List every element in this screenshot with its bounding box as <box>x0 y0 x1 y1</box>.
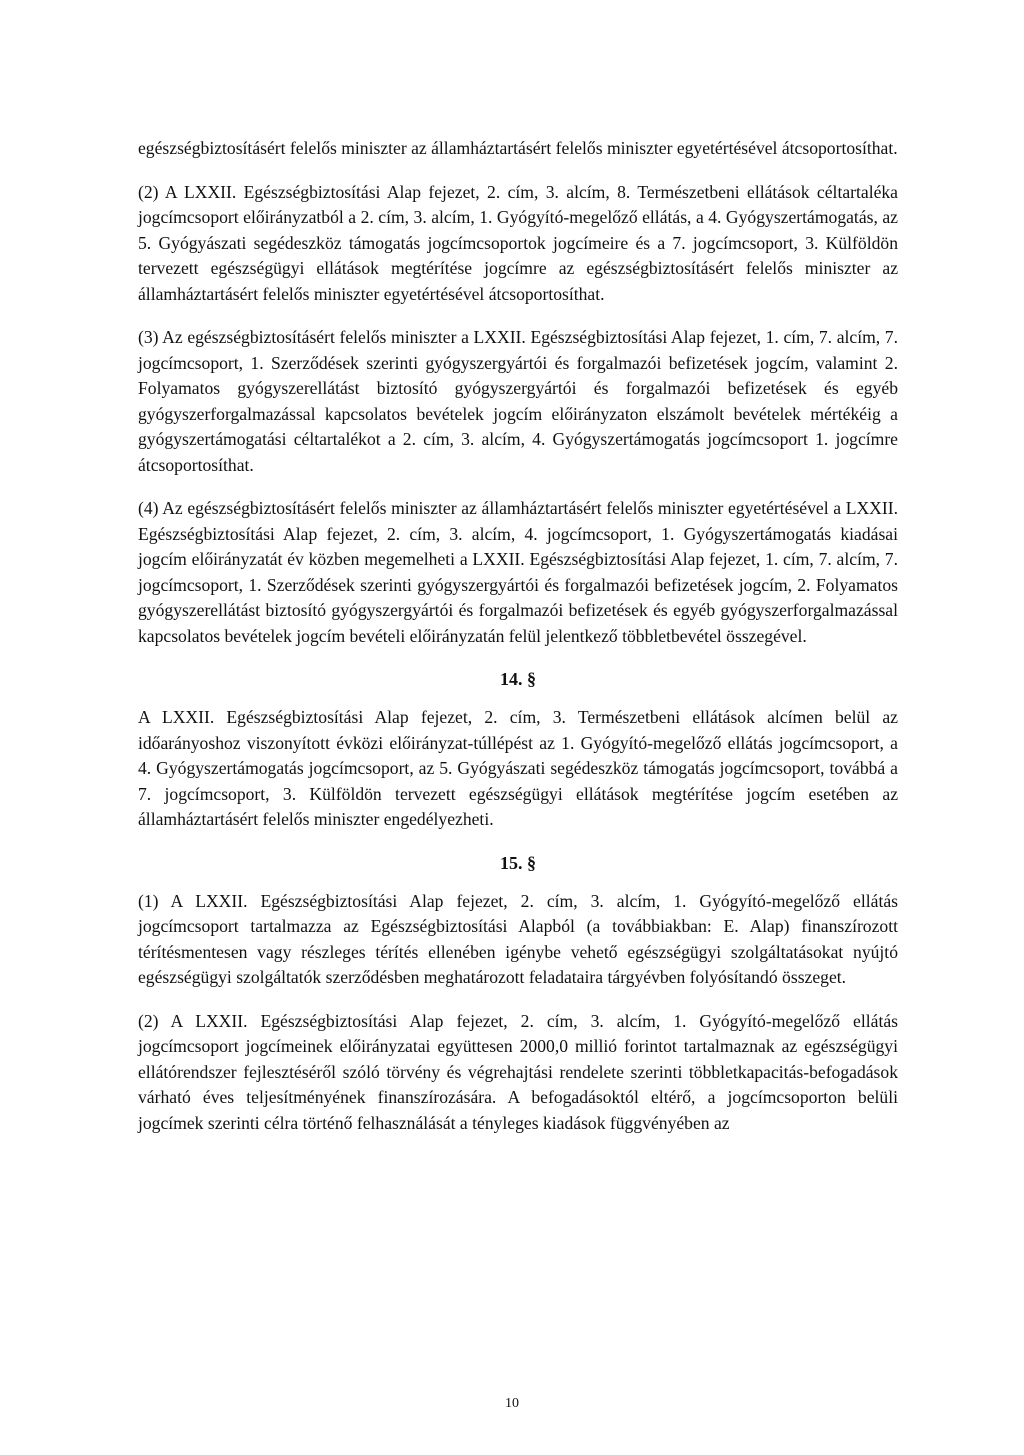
paragraph: (2) A LXXII. Egészségbiztosítási Alap fejezet, 2. cím, 3. alcím, 1. Gyógyító-megelőző ellátás jogcímcsoport jogcímeinek előirányzatai együttesen 2000,0 millió forintot tartalmaznak az egészségügyi ellátórendszer fejlesztéséről szóló törvény és végrehajtási rendelete szerinti többletkapacitás-befogadások várható éves teljesítményének finanszírozására. A befogadásoktól eltérő, a jogcímcsoporton belüli jogcímek szerinti célra történő felhasználását a tényleges kiadások függvényében az <box>138 1010 898 1133</box>
page-number: 10 <box>505 1396 519 1411</box>
paragraph: (3) Az egészségbiztosításért felelős miniszter a LXXII. Egészségbiztosítási Alap fejezet, 1. cím, 7. alcím, 7. jogcímcsoport, 1. Szerződések szerinti gyógyszergyártói és forgalmazói befizetések jogcím, valamint 2. Folyamatos gyógyszerellátást biztosító gyógyszergyártói és forgalmazói befizetések és egyéb gyógyszerforgalmazással kapcsolatos bevételek jogcím előirányzaton elszámolt bevételek mértékéig a gyógyszertámogatási céltartalékot a 2. cím, 3. alcím, 4. Gyógyszertámogatás jogcímcsoport 1. jogcímre átcsoportosíthat. <box>138 327 898 475</box>
paragraph: A LXXII. Egészségbiztosítási Alap fejezet, 2. cím, 3. Természetbeni ellátások alcímen belül az időarányoshoz viszonyított évközi előirányzat-túllépést az 1. Gyógyító-megelőző ellátás jogcímcsoport, a 4. Gyógyszertámogatás jogcímcsoport, az 5. Gyógyászati segédeszköz támogatás jogcímcsoport, továbbá a 7. jogcímcsoport, 3. Külföldön tervezett egészségügyi ellátások megtérítése jogcím esetében az államháztartásért felelős miniszter engedélyezheti. <box>138 707 898 829</box>
section-heading-15: 15. § <box>500 852 536 873</box>
paragraph: (2) A LXXII. Egészségbiztosítási Alap fejezet, 2. cím, 3. alcím, 8. Természetbeni ellátások céltartaléka jogcímcsoport előirányzatból a 2. cím, 3. alcím, 1. Gyógyító-megelőző ellátás, a 4. Gyógyszertámogatás, az 5. Gyógyászati segédeszköz támogatás jogcímcsoportok jogcímeire és a 7. jogcímcsoport, 3. Külföldön tervezett egészségügyi ellátások megtérítése jogcímre az egészségbiztosításért felelős miniszter az államháztartásért felelős miniszter egyetértésével átcsoportosíthat. <box>138 181 898 304</box>
paragraph: egészségbiztosításért felelős miniszter az államháztartásért felelős miniszter egyetértésével átcsoportosíthat. <box>138 138 898 158</box>
paragraph: (4) Az egészségbiztosításért felelős miniszter az államháztartásért felelős miniszter egyetértésével a LXXII. Egészségbiztosítási Alap fejezet, 2. cím, 3. alcím, 4. jogcímcsoport, 1. Gyógyszertámogatás kiadásai jogcím előirányzatát év közben megemelheti a LXXII. Egészségbiztosítási Alap fejezet, 1. cím, 7. alcím, 7. jogcímcsoport, 1. Szerződések szerinti gyógyszergyártói és forgalmazói befizetések jogcím, 2. Folyamatos gyógyszerellátást biztosító gyógyszergyártói és forgalmazói befizetések és egyéb gyógyszerforgalmazással kapcsolatos bevételek jogcím bevételi előirányzatán felül jelentkező többletbevétel összegével. <box>138 498 898 646</box>
document-body <box>138 136 898 1154</box>
paragraph: (1) A LXXII. Egészségbiztosítási Alap fejezet, 2. cím, 3. alcím, 1. Gyógyító-megelőző ellátás jogcímcsoport tartalmazza az Egészségbiztosítási Alapból (a továbbiakban: E. Alap) finanszírozott térítésmentesen vagy részleges térítés ellenében igénybe vehető egészségügyi szolgáltatásokat nyújtó egészségügyi szolgáltatók szerződésben meghatározott feladataira tárgyévben folyósítandó összeget. <box>138 890 898 987</box>
section-heading-14: 14. § <box>500 669 536 689</box>
